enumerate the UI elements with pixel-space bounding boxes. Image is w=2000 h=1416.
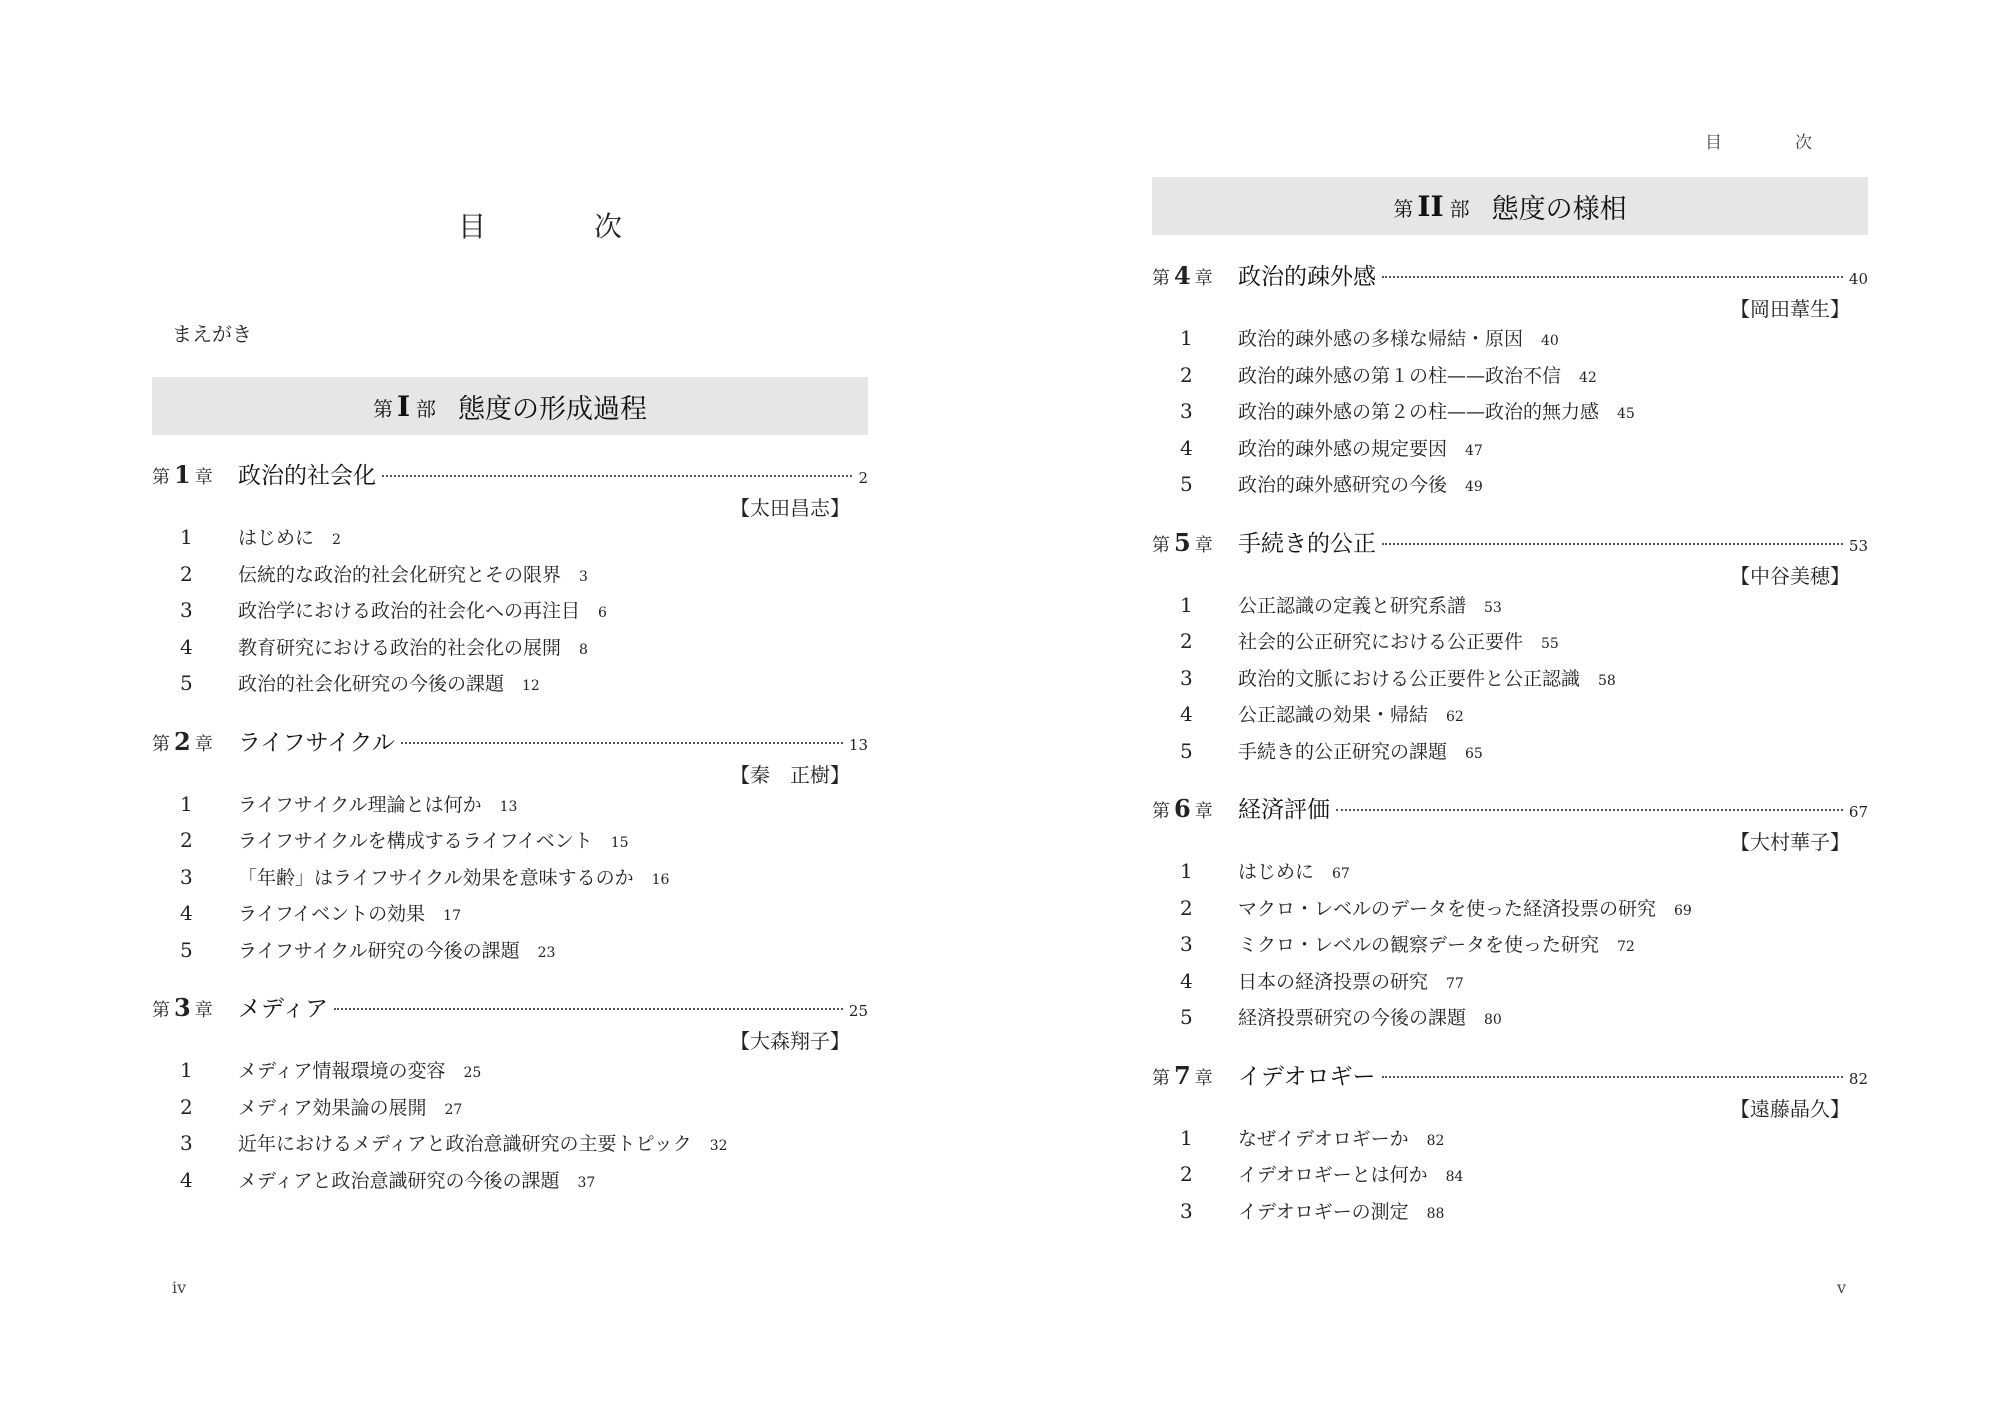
section-number: 5: [180, 671, 193, 695]
section-number: 1: [180, 525, 193, 549]
chapter-title: イデオロギー: [1238, 1063, 1376, 1090]
section-title: イデオロギーとは何か: [1238, 1164, 1428, 1186]
section-title: 日本の経済投票の研究: [1238, 970, 1429, 993]
section-number: 2: [1180, 629, 1193, 653]
section-page-number: 37: [577, 1174, 596, 1191]
section-title: 政治的疎外感の規定要因: [1238, 437, 1448, 460]
section-number: 4: [1180, 435, 1193, 460]
section-number: 2: [180, 561, 193, 586]
chapter-number: 1: [174, 460, 191, 489]
section-number: 2: [180, 1094, 193, 1119]
section-number: 3: [180, 598, 193, 622]
part-prefix: 第: [1393, 196, 1414, 221]
chapter-prefix: 第: [1152, 534, 1170, 556]
chapter-block: [152, 990, 868, 1202]
section-title: 経済投票研究の今後の課題: [1238, 1007, 1467, 1029]
section-title: 「年齢」はライフサイクル効果を意味するのか: [238, 866, 634, 889]
chapter-author: 【太田昌志】: [730, 496, 850, 520]
section-page-number: 13: [499, 798, 518, 815]
chapter-author: 【大森翔子】: [730, 1029, 850, 1053]
chapter-prefix: 第: [1152, 801, 1170, 822]
section-number: 5: [1180, 472, 1193, 496]
section-title: 政治学における政治的社会化への再注目: [238, 600, 581, 622]
section-number: 3: [180, 1131, 193, 1155]
dot-leader: [382, 475, 852, 477]
section-page-number: 8: [579, 641, 588, 658]
section-entry[interactable]: [152, 523, 868, 560]
section-title: 手続き的公正研究の課題: [1238, 740, 1448, 763]
chapter-entry[interactable]: [152, 990, 868, 1026]
section-entry[interactable]: [1152, 591, 1868, 628]
chapter-label: [1152, 528, 1238, 557]
section-number: 1: [180, 791, 193, 816]
section-page-number: 53: [1484, 599, 1502, 616]
right-page: [1000, 0, 2000, 1416]
chapter-block: [152, 724, 868, 973]
chapter-number: 6: [1174, 794, 1191, 823]
section-page-number: 32: [709, 1138, 728, 1154]
chapter-block: [1152, 791, 1868, 1040]
chapter-author: 【遠藤晶久】: [1730, 1096, 1850, 1121]
section-page-number: 40: [1541, 333, 1559, 349]
section-entry[interactable]: [1152, 1160, 1868, 1197]
section-title: 政治的疎外感の第２の柱——政治的無力感: [1238, 401, 1600, 423]
chapter-page-number: 40: [1848, 270, 1868, 288]
section-entry[interactable]: [152, 633, 868, 670]
section-title: 伝統的な政治的社会化研究とその限界: [238, 563, 562, 586]
part-heading: [1152, 177, 1868, 235]
section-page-number: 65: [1465, 745, 1483, 762]
part-number: [1393, 190, 1469, 223]
section-entry[interactable]: [152, 936, 868, 973]
section-number: 1: [180, 1058, 193, 1082]
section-entry[interactable]: [152, 560, 868, 597]
section-title: ライフイベントの効果: [238, 903, 426, 925]
section-entry[interactable]: [1152, 361, 1868, 398]
section-number: 5: [1180, 738, 1193, 763]
chapter-prefix: 第: [1152, 1067, 1170, 1089]
section-number: 1: [1180, 859, 1193, 883]
dot-leader: [334, 1008, 843, 1010]
section-entry[interactable]: [1152, 1003, 1868, 1040]
section-title: 政治的疎外感研究の今後: [1238, 474, 1448, 496]
section-number: 5: [180, 937, 193, 962]
section-page-number: 67: [1332, 866, 1350, 882]
chapter-entry[interactable]: [152, 457, 868, 493]
section-page-number: 69: [1674, 902, 1692, 919]
chapter-suffix: 章: [194, 733, 213, 755]
chapter-page-number: 82: [1848, 1069, 1868, 1088]
section-title: メディア効果論の展開: [238, 1096, 427, 1119]
chapter-entry[interactable]: [152, 724, 868, 760]
part-roman: II: [1417, 189, 1444, 223]
section-title: メディア情報環境の変容: [238, 1060, 446, 1082]
section-page-number: 42: [1579, 369, 1597, 386]
chapter-entry[interactable]: [1152, 258, 1868, 294]
section-title: 社会的公正研究における公正要件: [1238, 631, 1524, 653]
chapter-page-number: 53: [1848, 536, 1868, 555]
section-list: [152, 1056, 868, 1202]
chapter-block: [152, 457, 868, 706]
section-title: ライフサイクルを構成するライフイベント: [238, 830, 593, 852]
section-title: イデオロギーの測定: [1238, 1200, 1409, 1223]
running-head: 目 次: [1705, 133, 1840, 153]
section-number: 2: [180, 828, 193, 852]
chapter-suffix: 章: [1194, 1067, 1213, 1089]
chapter-title: 政治的疎外感: [1238, 264, 1376, 290]
dot-leader: [1336, 809, 1843, 811]
dot-leader: [1382, 276, 1843, 278]
part-suffix: 部: [1449, 196, 1470, 221]
chapter-author: 【大村華子】: [1730, 830, 1850, 854]
section-page-number: 62: [1446, 709, 1464, 725]
section-page-number: 55: [1541, 636, 1559, 652]
section-title: 政治的社会化研究の今後の課題: [238, 673, 505, 695]
chapter-title: 政治的社会化: [238, 463, 376, 489]
section-number: 3: [1180, 399, 1193, 423]
section-page-number: 45: [1617, 406, 1635, 422]
section-title: メディアと政治意識研究の今後の課題: [238, 1169, 560, 1192]
chapter-author: 【中谷美穂】: [1730, 563, 1850, 588]
section-number: 1: [1180, 592, 1193, 617]
section-title: ミクロ・レベルの観察データを使った研究: [1238, 934, 1600, 956]
section-number: 2: [1180, 895, 1193, 920]
chapter-page-number: 67: [1848, 803, 1868, 821]
preface-entry[interactable]: まえがき: [172, 322, 252, 346]
section-entry[interactable]: [152, 863, 868, 900]
section-title: はじめに: [1238, 861, 1315, 883]
part-heading: [152, 377, 868, 435]
dot-leader: [1382, 1076, 1843, 1078]
section-number: 3: [1180, 1198, 1193, 1223]
chapter-suffix: 章: [194, 1000, 213, 1021]
chapter-suffix: 章: [1194, 801, 1213, 822]
chapter-block: [1152, 258, 1868, 507]
section-page-number: 27: [444, 1101, 463, 1118]
section-entry[interactable]: [1152, 397, 1868, 434]
chapter-title: 経済評価: [1238, 797, 1330, 823]
section-page-number: 15: [610, 835, 629, 851]
section-number: 4: [180, 901, 193, 925]
chapter-label: [152, 993, 238, 1022]
part-title: 態度の形成過程: [458, 393, 648, 425]
section-number: 4: [1180, 968, 1193, 993]
section-page-number: 25: [463, 1065, 482, 1081]
chapter-title: ライフサイクル: [238, 729, 395, 756]
part-title: 態度の様相: [1491, 193, 1627, 225]
section-entry[interactable]: [152, 596, 868, 633]
section-title: 政治的疎外感の多様な帰結・原因: [1238, 328, 1524, 350]
section-title: 教育研究における政治的社会化の展開: [238, 636, 562, 659]
section-entry[interactable]: [1152, 324, 1868, 361]
chapter-page-number: 13: [848, 735, 868, 754]
chapter-author: 【秦 正樹】: [730, 762, 850, 787]
section-title: 政治的疎外感の第１の柱——政治不信: [1238, 364, 1562, 387]
chapter-label: [1152, 794, 1238, 823]
section-title: なぜイデオロギーか: [1238, 1127, 1409, 1150]
chapter-label: [1152, 261, 1238, 290]
chapter-title: メディア: [238, 996, 329, 1022]
section-title: ライフサイクル研究の今後の課題: [238, 939, 520, 962]
section-title: 近年におけるメディアと政治意識研究の主要トピック: [238, 1133, 692, 1155]
part-roman: I: [396, 389, 411, 423]
chapter-title: 手続き的公正: [1238, 530, 1376, 557]
section-entry[interactable]: [1152, 857, 1868, 894]
chapter-label: [152, 727, 238, 756]
dot-leader: [1382, 543, 1843, 545]
section-title: 公正認識の定義と研究系譜: [1238, 594, 1467, 617]
section-entry[interactable]: [1152, 737, 1868, 774]
section-page-number: 49: [1465, 479, 1483, 495]
part-prefix: 第: [372, 396, 393, 421]
chapter-prefix: 第: [1152, 268, 1170, 289]
section-entry[interactable]: [152, 790, 868, 827]
chapter-block: [1152, 525, 1868, 774]
section-page-number: 6: [598, 605, 607, 621]
chapter-number: 3: [174, 993, 191, 1022]
section-entry[interactable]: [152, 1129, 868, 1166]
chapter-entry[interactable]: [1152, 791, 1868, 827]
chapter-block: [1152, 1058, 1868, 1234]
section-number: 5: [1180, 1005, 1193, 1029]
section-page-number: 77: [1446, 975, 1464, 992]
toc-list: [1152, 258, 1868, 1251]
section-entry[interactable]: [1152, 434, 1868, 471]
section-page-number: 16: [651, 871, 670, 888]
chapter-entry[interactable]: [1152, 1058, 1868, 1094]
section-list: [1152, 324, 1868, 507]
section-title: 公正認識の効果・帰結: [1238, 704, 1429, 726]
section-page-number: 2: [332, 532, 341, 548]
section-number: 4: [180, 1167, 193, 1192]
section-entry[interactable]: [1152, 470, 1868, 507]
section-page-number: 84: [1445, 1169, 1464, 1185]
section-page-number: 58: [1598, 672, 1616, 689]
section-number: 3: [180, 864, 193, 889]
section-entry[interactable]: [1152, 664, 1868, 701]
section-title: マクロ・レベルのデータを使った経済投票の研究: [1238, 897, 1657, 920]
section-entry[interactable]: [1152, 627, 1868, 664]
section-page-number: 47: [1465, 442, 1483, 459]
section-title: はじめに: [238, 527, 315, 549]
page-number: iv: [172, 1278, 187, 1297]
section-list: [1152, 857, 1868, 1040]
chapter-prefix: 第: [152, 733, 170, 755]
section-list: [1152, 1124, 1868, 1234]
section-entry[interactable]: [152, 826, 868, 863]
section-entry[interactable]: [152, 1056, 868, 1093]
dot-leader: [401, 742, 843, 744]
section-page-number: 82: [1426, 1132, 1445, 1149]
section-number: 4: [180, 634, 193, 659]
section-entry[interactable]: [1152, 967, 1868, 1004]
section-entry[interactable]: [152, 899, 868, 936]
chapter-suffix: 章: [1194, 534, 1213, 556]
chapter-suffix: 章: [1194, 268, 1213, 289]
toc-list: [152, 457, 868, 1220]
section-number: 1: [1180, 326, 1193, 350]
chapter-label: [1152, 1061, 1238, 1090]
page-number: v: [1837, 1278, 1847, 1297]
chapter-author: 【岡田葦生】: [1730, 297, 1850, 321]
page-title: 目 次: [458, 210, 663, 243]
section-entry[interactable]: [1152, 1124, 1868, 1161]
section-page-number: 88: [1426, 1205, 1445, 1222]
section-title: ライフサイクル理論とは何か: [238, 793, 482, 816]
section-number: 2: [1180, 362, 1193, 387]
chapter-prefix: 第: [152, 467, 170, 488]
section-list: [152, 790, 868, 973]
section-entry[interactable]: [1152, 700, 1868, 737]
section-number: 4: [1180, 702, 1193, 726]
chapter-number: 7: [1174, 1060, 1191, 1090]
section-page-number: 80: [1484, 1012, 1502, 1028]
section-list: [152, 523, 868, 706]
section-page-number: 12: [522, 678, 540, 694]
chapter-number: 5: [1174, 527, 1191, 557]
section-page-number: 23: [537, 944, 556, 961]
section-page-number: 72: [1617, 939, 1635, 955]
chapter-label: [152, 460, 238, 489]
chapter-entry[interactable]: [1152, 525, 1868, 561]
section-number: 1: [1180, 1125, 1193, 1150]
section-title: 政治的文脈における公正要件と公正認識: [1238, 667, 1581, 690]
chapter-number: 2: [174, 726, 191, 756]
chapter-number: 4: [1174, 261, 1191, 290]
chapter-prefix: 第: [152, 1000, 170, 1021]
section-entry[interactable]: [1152, 894, 1868, 931]
part-number: [373, 390, 436, 423]
section-page-number: 3: [579, 568, 588, 585]
section-list: [1152, 591, 1868, 774]
chapter-page-number: 2: [858, 469, 868, 487]
section-number: 2: [1180, 1162, 1193, 1186]
section-entry[interactable]: [152, 1166, 868, 1203]
chapter-suffix: 章: [194, 467, 213, 488]
section-entry[interactable]: [1152, 930, 1868, 967]
section-entry[interactable]: [152, 1093, 868, 1130]
part-suffix: 部: [416, 396, 437, 421]
section-entry[interactable]: [1152, 1197, 1868, 1234]
section-page-number: 17: [443, 908, 461, 924]
section-entry[interactable]: [152, 669, 868, 706]
section-number: 3: [1180, 932, 1193, 956]
section-number: 3: [1180, 665, 1193, 690]
chapter-page-number: 25: [848, 1002, 868, 1020]
